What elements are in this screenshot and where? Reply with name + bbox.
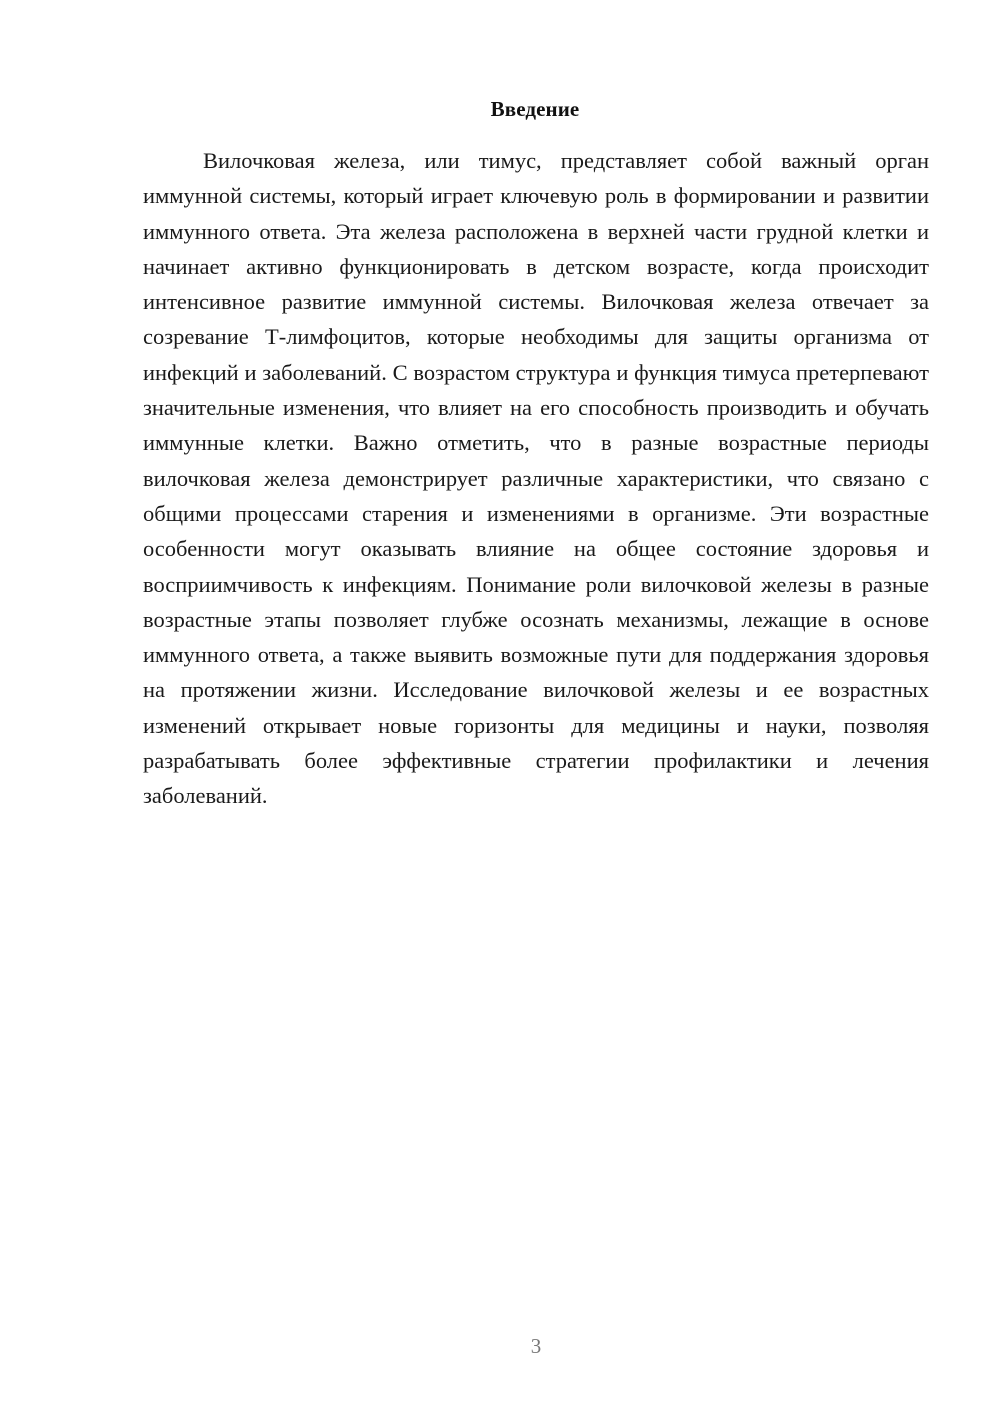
section-heading: Введение (490, 97, 580, 121)
page-number: 3 (530, 1334, 542, 1358)
body-paragraph: Вилочковая железа, или тимус, представляет собой важный орган иммунной системы, который играет ключевую роль в формировании и развитии иммунного ответа. Эта железа расположена в верхней части грудной клетки и начинает активно функционировать в детском возрасте, когда происходит интенсивное развитие иммунной системы. Вилочковая железа отвечает за созревание Т-лимфоцитов, которые необходимы для защиты организма от инфекций и заболеваний. С возрастом структура и функция тимуса претерпевают значительные изменения, что влияет на его способность производить и обучать иммунные клетки. Важно отметить, что в разные возрастные периоды вилочковая железа демонстрирует различные характеристики, что связано с общими процессами старения и изменениями в организме. Эти возрастные особенности могут оказывать влияние на общее состояние здоровья и восприимчивость к инфекциям. Понимание роли вилочковой железы в разные возрастные этапы позволяет глубже осознать механизмы, лежащие в основе иммунного ответа, а также выявить возможные пути для поддержания здоровья на протяжении жизни. Исследование вилочковой железы и ее возрастных изменений открывает новые горизонты для медицины и науки, позволяя разрабатывать более эффективные стратегии профилактики и лечения заболеваний. (143, 148, 929, 809)
